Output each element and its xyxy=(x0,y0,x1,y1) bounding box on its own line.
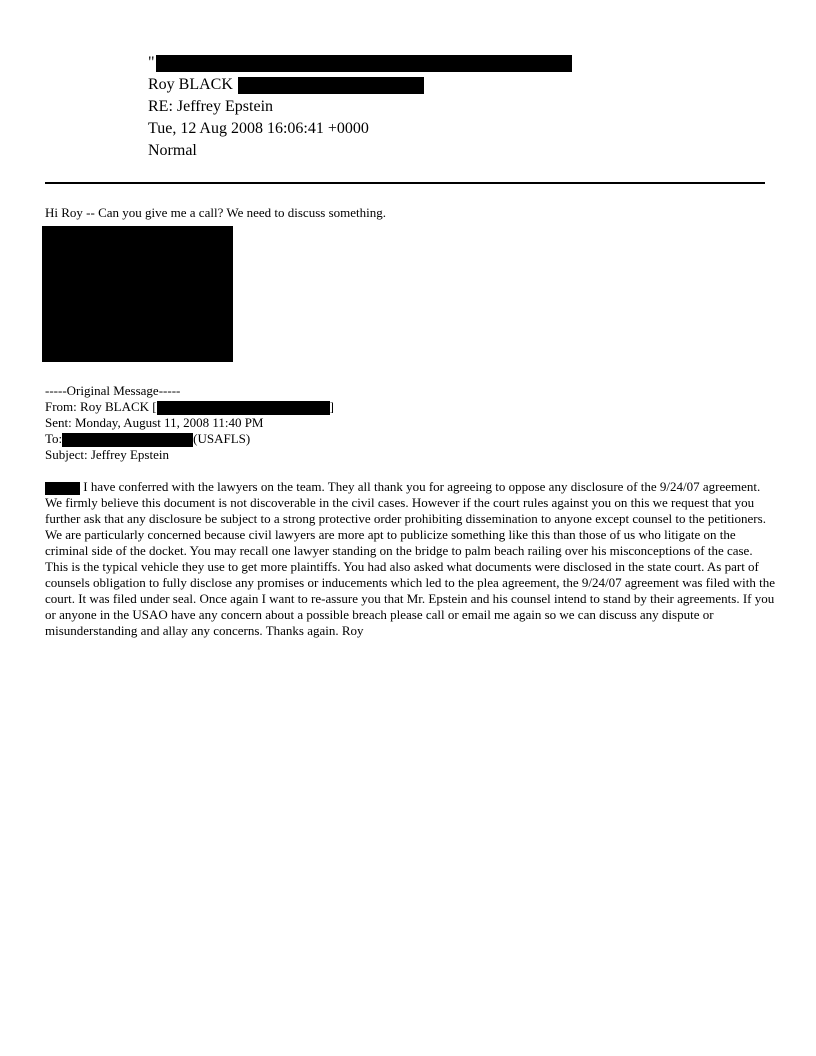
original-message-header xyxy=(45,383,334,463)
reply-greeting: Hi Roy -- Can you give me a call? We need to discuss something. xyxy=(45,205,386,220)
redaction-to-address xyxy=(238,77,424,94)
redaction-original-to-name xyxy=(62,433,193,447)
date-value: Tue, 12 Aug 2008 16:06:41 +0000 xyxy=(148,120,369,137)
original-sent: Sent: Monday, August 11, 2008 11:40 PM xyxy=(45,415,264,430)
redaction-from-address xyxy=(156,55,572,72)
to-value xyxy=(148,74,424,96)
original-separator: -----Original Message----- xyxy=(45,383,181,398)
to-name: Roy BLACK xyxy=(148,76,233,93)
from-quote: " xyxy=(148,54,155,71)
message-body-text: I have conferred with the lawyers on the team. They all thank you for agreeing to oppose any disclosure of the 9/24/07 agreement. We firmly believe this document is not discoverable in the civil cases. However if the court rules against you on this we request that you further ask that any disclosure be subject to a strong protective order prohibiting dissemination to anyone except counsel to the petitioners. We are particularly concerned because civil lawyers are more apt to publicize something like this than those of us who litigate on the criminal side of the docket. You may recall one lawyer standing on the bridge to palm beach railing over his misconceptions of the case. This is the typical vehicle they use to get more plaintiffs. You had also asked what documents were disclosed in the state court. As part of counsels obligation to fully disclose any promises or inducements which led to the plea agreement, the 9/24/07 agreement was filed with the court. It was filed under seal. Once again I want to re-assure you that Mr. Epstein and his counsel intend to stand by their agreements. If you or anyone in the USAO have any concern about a possible breach please call or email me again so we can discuss any dispute or misunderstanding and allay any concerns. Thanks again. Roy xyxy=(45,479,775,638)
original-from xyxy=(45,399,334,415)
original-to-suffix: (USAFLS) xyxy=(193,431,251,446)
original-to xyxy=(45,431,334,447)
redaction-salutation xyxy=(45,482,80,495)
original-from-suffix: ] xyxy=(329,399,334,414)
importance-value: Normal xyxy=(148,142,197,159)
original-subject: Subject: Jeffrey Epstein xyxy=(45,447,169,462)
message-body xyxy=(45,479,775,639)
redaction-original-from-address xyxy=(157,401,330,415)
redaction-signature-block xyxy=(42,226,233,362)
from-value xyxy=(148,52,572,74)
original-from-prefix: From: Roy BLACK [ xyxy=(45,399,157,414)
original-to-prefix: To: xyxy=(45,431,63,446)
header-divider xyxy=(45,182,765,184)
subject-value: RE: Jeffrey Epstein xyxy=(148,98,274,115)
